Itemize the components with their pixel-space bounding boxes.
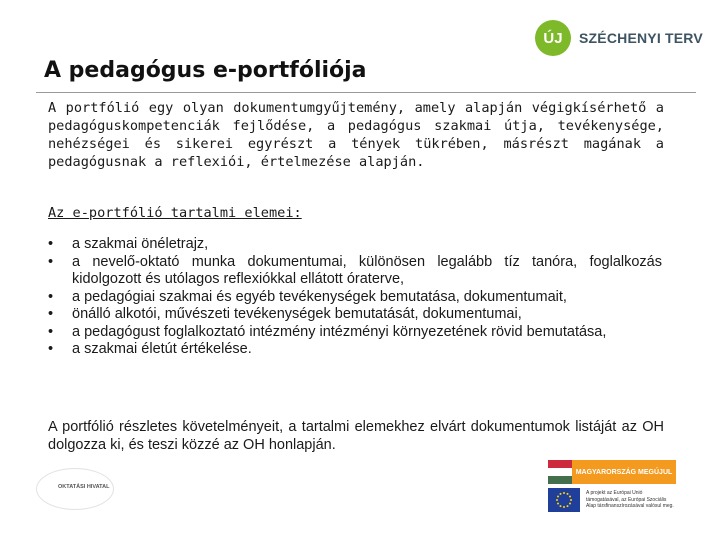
closing-paragraph: A portfólió részletes követelményeit, a tartalmi elemekhez elvárt dokumentumok listáját az OH dolgozza ki, és teszi közzé az OH honlapján. — [48, 419, 664, 453]
title-divider — [36, 92, 696, 93]
content-items-list — [48, 236, 662, 359]
uj-badge-icon: ÚJ — [535, 20, 571, 56]
list-item: • a pedagógiai szakmai és egyéb tevékenységek bemutatása, dokumentumait, — [48, 289, 662, 307]
content-subheading: Az e-portfólió tartalmi elemei: — [48, 205, 302, 221]
list-item: • a pedagógust foglalkoztató intézmény intézményi környezetének rövid bemutatása, — [48, 324, 662, 342]
szechenyi-terv-logo — [535, 18, 703, 58]
list-item: • önálló alkotói, művészeti tevékenységek bemutatását, dokumentumai, — [48, 306, 662, 324]
list-item: • a nevelő-oktató munka dokumentumai, különösen legalább tíz tanóra, foglalkozás kidolgozott és utólagos reflexiókkal ellátott óraterve, — [48, 254, 662, 289]
hu-badge-text: MAGYARORSZÁG MEGÚJUL — [572, 460, 676, 484]
hungarian-flag-icon — [548, 460, 572, 484]
list-item: • a szakmai életút értékelése. — [48, 341, 662, 359]
list-item: • a szakmai önéletrajz, — [48, 236, 662, 254]
slide-title: A pedagógus e-portfóliója — [44, 58, 367, 83]
eu-flag-icon — [548, 488, 580, 512]
oktatasi-hivatal-logo-text: OKTATÁSI HIVATAL — [58, 484, 110, 490]
logo-text: SZÉCHENYI TERV — [579, 30, 703, 46]
intro-paragraph: A portfólió egy olyan dokumentumgyűjtemény, amely alapján végigkísérhető a pedagóguskompetenciák fejlődése, a pedagógus szakmai útja, tevékenysége, nehézségei és sikerei egyrészt a tények tükrében, másrészt magának a pedagógusnak a reflexiói, értelmezése alapján. — [48, 100, 664, 170]
eu-funding-note: A projekt az Európai Unió támogatásával, az Európai Szociális Alap társfinanszírozásával valósul meg. — [586, 490, 674, 509]
magyarorszag-megujul-badge — [548, 460, 676, 484]
